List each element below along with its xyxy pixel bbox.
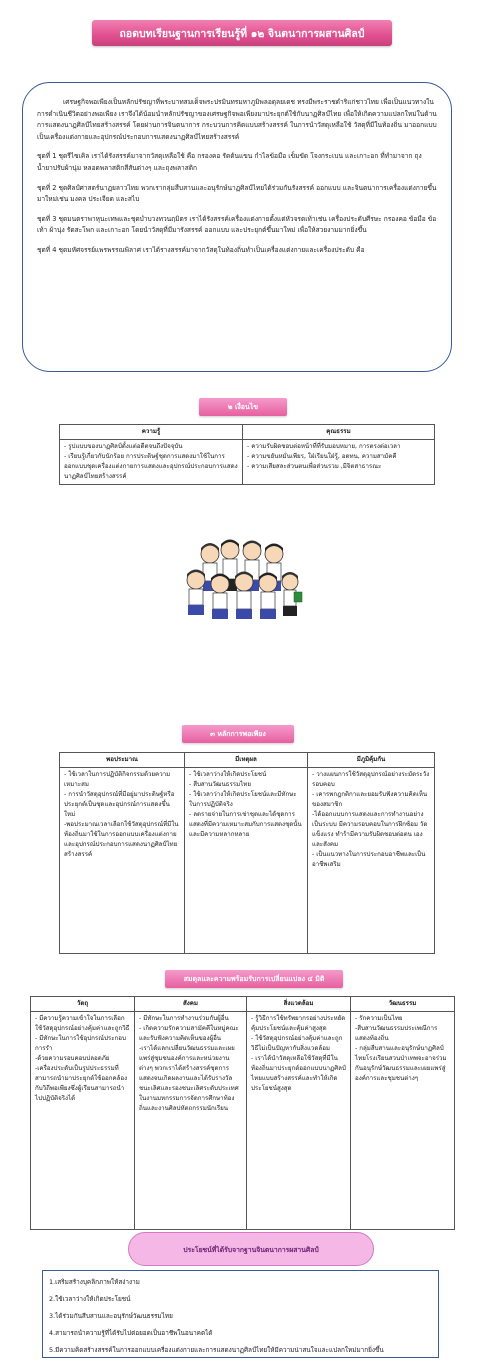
sufficiency-principles-label xyxy=(182,725,294,743)
moderation-cell xyxy=(60,768,185,954)
four-dimensions-label xyxy=(165,970,343,988)
benefit-item: 3.ได้ร่วมกันสืบสานและอนุรักษ์วัฒนธรรมไทย xyxy=(49,1312,173,1320)
moderation-header: พอประมาณ xyxy=(60,753,185,768)
social-header: สังคม xyxy=(135,997,247,1012)
virtue-header: คุณธรรม xyxy=(243,425,435,440)
virtue-item: - ความเสียสละส่วนตนเพื่อส่วนรวม ,มีจิตสาธารณะ xyxy=(247,463,382,470)
social-item: - มีทักษะในการทำงานร่วมกับผู้อื่น xyxy=(139,1015,229,1022)
intro-box xyxy=(22,82,452,372)
environment-cell xyxy=(247,1012,351,1230)
reasonableness-header: มีเหตุผล xyxy=(185,753,308,768)
reasonableness-cell xyxy=(185,768,308,954)
sufficiency-principles-table xyxy=(59,752,435,954)
social-cell xyxy=(135,1012,247,1230)
virtue-item: - ความรับผิดชอบต่อหน้าที่ที่รับมอบหมาย, การตรงต่อเวลา xyxy=(247,443,401,450)
material-item: - มีความรู้ความเข้าใจในการเลือกใช้วัสดุอุปกรณ์อย่างคุ้มค่าและถูกวิธี xyxy=(35,1015,130,1032)
material-header: วัตถุ xyxy=(31,997,135,1012)
reasonableness-item: - สืบสานวัฒนธรรมไทย xyxy=(189,781,251,788)
culture-cell xyxy=(351,1012,455,1230)
moderation-item: - ใช้เวลาในการปฏิบัติกิจกรรมด้วยความเหมาะสม xyxy=(64,771,171,788)
material-item: - มีทักษะในการใช้อุปกรณ์ประกอบการรำ xyxy=(35,1035,126,1052)
social-item: -เราได้แลกเปลี่ยนวัฒนธรรมและเผยแพร่สู่ชุมชนองค์การและหน่วยงานต่างๆ พวกเราได้สร้างสรรค์ชุดการแสดงจนเกิดผลงานและได้รับรางวัลชนะเลิศและรองชนะเลิศระดับประเทศในงานมหกรรมการจัดการศึกษาท้องถิ่นและงานศิลปหัตถกรรมนักเรียน xyxy=(139,1045,239,1112)
student-figure xyxy=(259,573,277,620)
students-cartoon-illustration xyxy=(182,536,304,624)
benefits-label-text: ประโยชน์ที่ได้รับจากฐานจินตนาการผสานศิลป์ xyxy=(183,1245,319,1254)
benefit-item: 1.เสริมสร้างบุคลิกภาพให้สง่างาม xyxy=(49,1278,140,1286)
virtue-cell xyxy=(243,440,435,485)
student-figure xyxy=(211,574,229,620)
sufficiency-principles-label-text: ๓ หลักการพอเพียง xyxy=(210,729,266,738)
environment-item: - เราได้นำวัสดุเหลือใช้วัสดุที่มีในท้องถิ่นมาประยุกต์ออกแบบนาฏศิลป์ไทยแบบสร้างสรรค์และทำให้เกิดประโยชน์สูงสุด xyxy=(251,1055,346,1092)
knowledge-item: - เรียนรู้เกี่ยวกับนักร้อย การประดิษฐ์ชุดการแสดงมาใช้ในการออกแบบชุดเครื่องแต่งกายการแสดงและอุปกรณ์ประกอบการแสดงนาฏศิลป์ไทยสร้างสรรค์ xyxy=(64,453,238,480)
culture-item: - กลุ่มสืบสานและอนุรักษ์นาฏศิลป์ไทยโรงเรียนสวนป่าเทพจะอาจร่วมกันอนุรักษ์วัฒนธรรมและเผยแพร่สู่องค์การและชุมชนต่างๆ xyxy=(355,1045,447,1082)
culture-item: - รักความเป็นไทย xyxy=(355,1015,403,1022)
moderation-item: -พอประมาณเวลาเลือกใช้วัสดุอุปกรณ์ที่มีในท้องถิ่นมาใช้ในการออกแบบเครื่องแต่งกายและอุปกรณ์ประกอบการแสดงนาฏศิลป์ไทยสร้างสรรค์ xyxy=(64,821,179,858)
immunity-item: - วางแผนการใช้วัสดุอุปกรณ์อย่างระมัดระวังรอบคอบ xyxy=(312,771,430,788)
benefit-item: 5.มีความคิดสร้างสรรค์ในการออกแบบเครื่องแต่งกายและการแสดงนาฏศิลป์ไทยให้มีความน่าสนใจและแปลกใหม่มากยิ่งขึ้น xyxy=(49,1346,384,1354)
set-4-paragraph: ชุดที่ 4 ชุดมหัศจรรย์แพรพรรณพิลาศ เราได้รางสรรค์มาจากวัสดุในท้องถิ่นทำเป็นเครื่องแต่งกายและเครื่องประดับ คือ xyxy=(37,245,365,254)
benefit-item: 2.ใช้เวลาว่างให้เกิดประโยชน์ xyxy=(49,1295,131,1303)
conditions-table xyxy=(59,424,435,485)
four-dimensions-label-text: สมดุลและความพร้อมรับการเปลี่ยนแปลง ๔ มิติ xyxy=(183,974,325,983)
knowledge-cell xyxy=(60,440,243,485)
material-cell xyxy=(31,1012,135,1230)
material-item: -เครื่องประดับเป็นรูปประธรรมที่สามารถนำมาประยุกต์ใช้ออกคล้องกับวิถีพอเพียงซึ่งผู้เรียนสามารถนำไปปฏิบัติจริงได้ xyxy=(35,1065,128,1102)
student-figure xyxy=(235,572,253,620)
immunity-cell xyxy=(308,768,435,954)
culture-header: วัฒนธรรม xyxy=(351,997,455,1012)
social-item: - เกิดความรักความสามัคคีในหมู่คณะและรับฟังความคิดเห็นของผู้อื่น xyxy=(139,1025,239,1042)
culture-item: -สืบสานวัฒนธรรมประเพณีการแสดงท้องถิ่น xyxy=(355,1025,438,1042)
environment-item: - รู้วิธีการใช้ทรัพยากรอย่างประหยัดคุ้มประโยชน์และคุ้มค่าสูงสุด xyxy=(251,1015,346,1032)
page-title: ถอดบทเรียนฐานการเรียนรู้ที่ ๑๒ จินตนาการผสานศิลป์ xyxy=(119,27,365,40)
knowledge-item: - รูปแบบของนาฏศิลป์ตั้งแต่อดีตจนถึงปัจจุบัน xyxy=(64,443,183,450)
reasonableness-item: - ลดรายจ่ายในการเช่าชุดและได้ชุดการแสดงที่มีความเหมาะสมกับการแสดงชุดนั้น และมีความหลากหลาย xyxy=(189,811,302,838)
intro-paragraph: เศรษฐกิจพอเพียงเป็นหลักปรัชญาที่พระบาทสมเด็จพระปรมินทรมหาภูมิพลอดุลยเดช ทรงมีพระราชดำริแก่ชาวไทย เพื่อเป็นแนวทางในการดำเนินชีวิตอย่างพอเพียง เราจึงได้น้อมนำหลักปรัชญาของเศรษฐกิจพอเพียงมาประยุกต์ใช้กับนาฏศิลป์ไทย เพื่อให้เกิดความแปลกใหม่ในด้านการแสดงนาฏศิลป์ไทยสร้างสรรค์ โดยผ่านการจินตนาการ กระบวนการคิดแบบสร้างสรรค์ ในการนำวัสดุเหลือใช้ วัสดุที่มีในท้องถิ่น มาออกแบบเป็นเครื่องแต่งกายและอุปกรณ์ประกอบการแสดงนาฏศิลป์ไทยสร้างสรรค์ xyxy=(37,98,437,141)
reasonableness-item: - ใช้เวลาว่างให้เกิดประโยชน์และมีทักษะ ในการปฏิบัติจริง xyxy=(189,791,297,808)
conditions-label-text: ๒ เงื่อนไข xyxy=(227,402,259,411)
set-3-paragraph: ชุดที่ 3 ชุดมนตราพาหุนะเทพและชุดบำบวงทวนฤมิตร เราได้รังสรรค์เครื่องแต่งกายตั้งแต่หัวจรดเท้าเช่น เครื่องประดับศีรษะ กรองคอ ข้อมือ ข้อเท้า ผ้านุ่ง รัดสะโพก และเกาะอก โดยนำวัสดุที่มีมารังสรรค์ ออกแบบ และประยุกต์ขึ้นมาใหม่ เพื่อให้สวยงามมากยิ่งขึ้น xyxy=(37,214,437,235)
four-dimensions-table xyxy=(30,996,455,1230)
student-with-book xyxy=(282,572,302,616)
conditions-label xyxy=(199,398,287,416)
page-title-banner xyxy=(92,20,392,46)
immunity-item: -ได้ออกแบบการแสดงและการทำงานอย่างเป็นระบบ มีความรอบคอบในการฝึกซ้อม วัดแข็งแรง ทำร้ามีความรับผิดชอบต่อตน เองและสังคม xyxy=(312,811,428,848)
knowledge-header: ความรู้ xyxy=(60,425,243,440)
virtue-item: - ความขยันหมั่นเพียร, ใฝ่เรียนใฝ่รู้, อดทน, ความสามัคคี xyxy=(247,453,397,460)
immunity-item: - เป็นแนวทางในการประกอบอาชีพและเป็นอาชีพเสริม xyxy=(312,851,426,868)
environment-header: สิ่งแวดล้อม xyxy=(247,997,351,1012)
material-item: -ด้วยความรอบคอบปลอดภัย xyxy=(35,1055,110,1062)
reasonableness-item: - ใช้เวลาว่างให้เกิดประโยชน์ xyxy=(189,771,267,778)
environment-item: - ใช้วัสดุอุปกรณ์อย่างคุ้มค่าและถูกวิธีไม่เป็นปัญหากับสิ่งแวดล้อม xyxy=(251,1035,343,1052)
benefits-cloud-label xyxy=(128,1232,374,1266)
set-1-paragraph: ชุดที่ 1 ชุดรีไซเคิล เราได้รังสรรค์มาจากวัสดุเหลือใช้ คือ กรองคอ รัดต้นแขน กำไลข้อมือ เข็มขัด โจงกระเบน และเกาะอก ที่ทำมาจาก ถุงน้ำยาปรับผ้านุ่ม หลอดพลาสติกสีสันต่างๆ และถุงพลาสติก xyxy=(37,152,422,172)
benefit-item: 4.สามารถนำความรู้ที่ได้รับไปต่อยอดเป็นอาชีพในอนาคตได้ xyxy=(49,1329,213,1337)
student-figure xyxy=(187,570,205,616)
immunity-header: มีภูมิคุ้มกัน xyxy=(308,753,435,768)
immunity-item: - เคารพกฎกติกาและยอมรับฟังความคิดเห็นของสมาชิก xyxy=(312,791,428,808)
moderation-item: - การนำวัสดุอุปกรณ์ที่มีอยู่มาประดิษฐ์หรือประยุกต์เป็นชุดและอุปกรณ์การแสดงขึ้นใหม่ xyxy=(64,791,175,818)
set-2-paragraph: ชุดที่ 2 ชุดศิลป์ศาสตร์นาฏยลาวไทย พวกเรากลุ่มสืบสานและอนุรักษ์นาฏศิลป์ไทยได้ร่วมกันรังสรรค์ ออกแบบ และจินตนาการเครื่องแต่งกายขึ้นมาใหม่เช่น มงคล ประเจียด และสไบ xyxy=(37,183,437,204)
benefits-box xyxy=(42,1270,439,1358)
